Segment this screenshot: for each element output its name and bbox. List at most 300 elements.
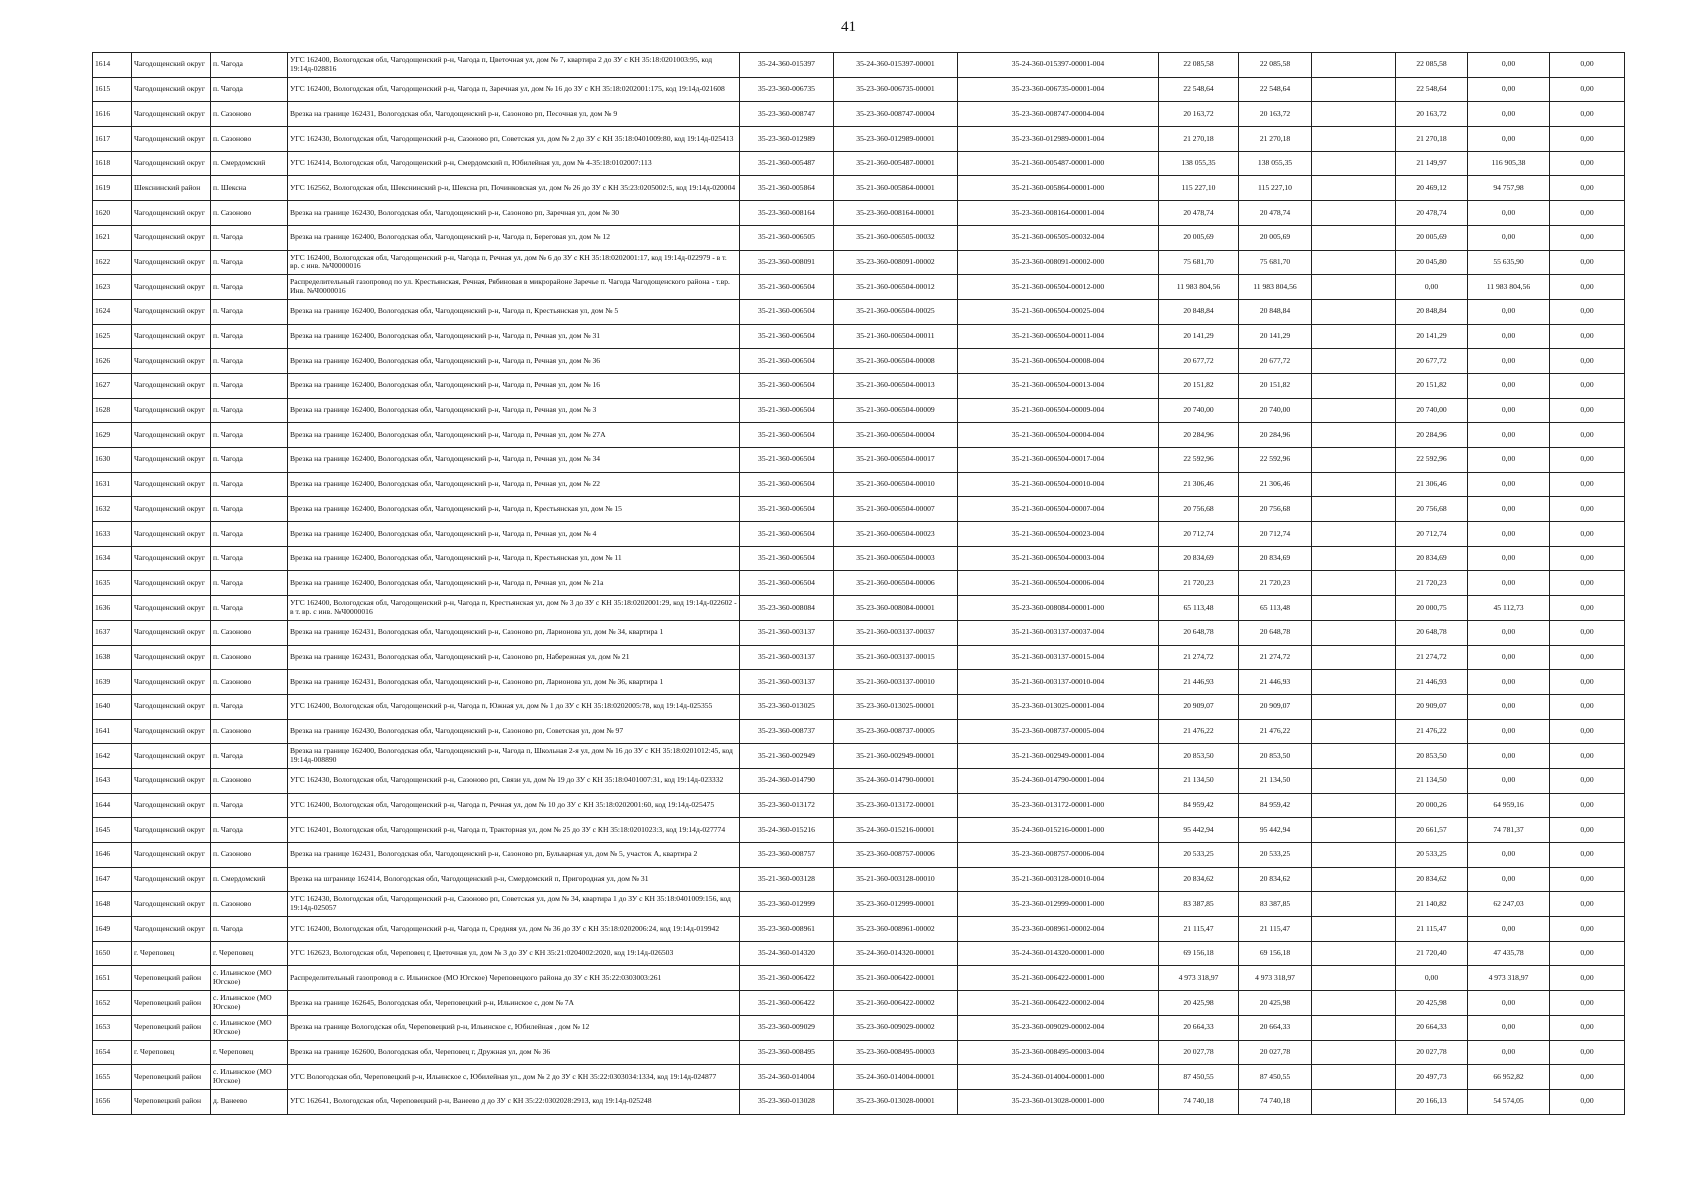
municipality-cell: Чагодощенский округ [132, 127, 211, 152]
full-code-cell: 35-21-360-003137-00010-004 [958, 670, 1159, 695]
table-row [93, 275, 1625, 300]
municipality-cell: Чагодощенский округ [132, 843, 211, 868]
inventory-code-cell: 35-21-360-006504 [740, 299, 834, 324]
initial-cost-cell: 4 973 318,97 [1159, 966, 1239, 991]
book-value-cell: 21 115,47 [1239, 917, 1312, 942]
object-description-cell: Врезка на границе 162400, Вологодская обл, Чагодощенский р-н, Чагода п, Речная ул, дом № 31 [288, 324, 740, 349]
initial-cost-cell: 21 720,23 [1159, 571, 1239, 596]
sub-code-cell: 35-23-360-008091-00002 [834, 250, 958, 275]
empty-col-cell [1312, 843, 1396, 868]
full-code-cell: 35-21-360-006504-00025-004 [958, 299, 1159, 324]
sub-code-cell: 35-23-360-012989-00001 [834, 127, 958, 152]
cost-part-1-cell: 22 085,58 [1396, 53, 1468, 78]
cost-part-2-cell: 66 952,82 [1468, 1065, 1550, 1090]
cost-part-2-cell: 94 757,98 [1468, 176, 1550, 201]
settlement-cell: п. Чагода [211, 250, 288, 275]
cost-part-2-cell: 62 247,03 [1468, 892, 1550, 917]
inventory-code-cell: 35-23-360-008091 [740, 250, 834, 275]
cost-part-2-cell: 55 635,90 [1468, 250, 1550, 275]
cost-part-3-cell: 0,00 [1550, 522, 1625, 547]
municipality-cell: Чагодощенский округ [132, 373, 211, 398]
book-value-cell: 20 533,25 [1239, 843, 1312, 868]
page-number: 41 [841, 19, 856, 35]
sub-code-cell: 35-23-360-013025-00001 [834, 694, 958, 719]
empty-col-cell [1312, 546, 1396, 571]
initial-cost-cell: 20 848,84 [1159, 299, 1239, 324]
municipality-cell: Чагодощенский округ [132, 53, 211, 78]
book-value-cell: 20 425,98 [1239, 991, 1312, 1016]
settlement-cell: п. Шексна [211, 176, 288, 201]
register-table [92, 52, 1625, 1115]
object-description-cell: Врезка на шгранице 162414, Вологодская обл, Чагодощенский р-н, Смердомский п, Пригородная ул, дом № 31 [288, 867, 740, 892]
row-number-cell: 1645 [93, 818, 132, 843]
full-code-cell: 35-21-360-006504-00003-004 [958, 546, 1159, 571]
sub-code-cell: 35-23-360-008495-00003 [834, 1040, 958, 1065]
full-code-cell: 35-21-360-002949-00001-004 [958, 744, 1159, 769]
cost-part-1-cell: 21 149,97 [1396, 151, 1468, 176]
object-description-cell: Врезка на границе 162400, Вологодская обл, Чагодощенский р-н, Чагода п, Речная ул, дом № 3 [288, 398, 740, 423]
row-number-cell: 1621 [93, 225, 132, 250]
municipality-cell: Череповецкий район [132, 1089, 211, 1114]
book-value-cell: 4 973 318,97 [1239, 966, 1312, 991]
initial-cost-cell: 84 959,42 [1159, 793, 1239, 818]
table-row [93, 892, 1625, 917]
settlement-cell: п. Чагода [211, 299, 288, 324]
table-row [93, 423, 1625, 448]
book-value-cell: 21 270,18 [1239, 127, 1312, 152]
cost-part-3-cell: 0,00 [1550, 497, 1625, 522]
table-row [93, 448, 1625, 473]
cost-part-3-cell: 0,00 [1550, 1065, 1625, 1090]
municipality-cell: Чагодощенский округ [132, 768, 211, 793]
cost-part-3-cell: 0,00 [1550, 768, 1625, 793]
initial-cost-cell: 20 141,29 [1159, 324, 1239, 349]
sub-code-cell: 35-23-360-008164-00001 [834, 201, 958, 226]
municipality-cell: Череповецкий район [132, 1065, 211, 1090]
object-description-cell: Врезка на границе 162400, Вологодская обл, Чагодощенский р-н, Чагода п, Крестьянская ул, дом № 5 [288, 299, 740, 324]
inventory-code-cell: 35-24-360-014004 [740, 1065, 834, 1090]
sub-code-cell: 35-24-360-014790-00001 [834, 768, 958, 793]
cost-part-1-cell: 21 446,93 [1396, 670, 1468, 695]
cost-part-1-cell: 20 834,69 [1396, 546, 1468, 571]
settlement-cell: п. Чагода [211, 546, 288, 571]
full-code-cell: 35-24-360-015216-00001-000 [958, 818, 1159, 843]
object-description-cell: Врезка на границе 162400, Вологодская обл, Чагодощенский р-н, Чагода п, Речная ул, дом № 22 [288, 472, 740, 497]
row-number-cell: 1626 [93, 349, 132, 374]
cost-part-2-cell: 0,00 [1468, 423, 1550, 448]
cost-part-3-cell: 0,00 [1550, 102, 1625, 127]
table-row [93, 571, 1625, 596]
empty-col-cell [1312, 127, 1396, 152]
book-value-cell: 83 387,85 [1239, 892, 1312, 917]
cost-part-3-cell: 0,00 [1550, 472, 1625, 497]
book-value-cell: 21 720,23 [1239, 571, 1312, 596]
object-description-cell: Врезка на границе 162431, Вологодская обл, Чагодощенский р-н, Сазоново рп, Набережная ул, дом № 21 [288, 645, 740, 670]
row-number-cell: 1634 [93, 546, 132, 571]
cost-part-3-cell: 0,00 [1550, 571, 1625, 596]
initial-cost-cell: 20 163,72 [1159, 102, 1239, 127]
empty-col-cell [1312, 299, 1396, 324]
object-description-cell: Врезка на границе 162430, Вологодская обл, Чагодощенский р-н, Сазоново рп, Советская ул, дом № 97 [288, 719, 740, 744]
row-number-cell: 1641 [93, 719, 132, 744]
full-code-cell: 35-23-360-013025-00001-004 [958, 694, 1159, 719]
table-row [93, 349, 1625, 374]
table-row [93, 818, 1625, 843]
empty-col-cell [1312, 522, 1396, 547]
municipality-cell: Череповецкий район [132, 966, 211, 991]
full-code-cell: 35-21-360-006504-00017-004 [958, 448, 1159, 473]
empty-col-cell [1312, 77, 1396, 102]
cost-part-2-cell: 0,00 [1468, 670, 1550, 695]
full-code-cell: 35-21-360-006504-00007-004 [958, 497, 1159, 522]
initial-cost-cell: 20 284,96 [1159, 423, 1239, 448]
initial-cost-cell: 21 446,93 [1159, 670, 1239, 695]
settlement-cell: с. Ильинское (МО Югское) [211, 1015, 288, 1040]
settlement-cell: п. Сазоново [211, 768, 288, 793]
initial-cost-cell: 11 983 804,56 [1159, 275, 1239, 300]
empty-col-cell [1312, 275, 1396, 300]
table-row [93, 53, 1625, 78]
sub-code-cell: 35-21-360-006504-00007 [834, 497, 958, 522]
full-code-cell: 35-23-360-013028-00001-000 [958, 1089, 1159, 1114]
cost-part-2-cell: 0,00 [1468, 448, 1550, 473]
initial-cost-cell: 21 134,50 [1159, 768, 1239, 793]
sub-code-cell: 35-21-360-003137-00015 [834, 645, 958, 670]
municipality-cell: Чагодощенский округ [132, 472, 211, 497]
cost-part-1-cell: 20 000,75 [1396, 596, 1468, 621]
cost-part-2-cell: 0,00 [1468, 225, 1550, 250]
cost-part-2-cell: 0,00 [1468, 620, 1550, 645]
cost-part-1-cell: 20 909,07 [1396, 694, 1468, 719]
object-description-cell: Врезка на границе 162400, Вологодская обл, Чагодощенский р-н, Чагода п, Речная ул, дом № 36 [288, 349, 740, 374]
municipality-cell: Чагодощенский округ [132, 793, 211, 818]
full-code-cell: 35-21-360-003137-00037-004 [958, 620, 1159, 645]
settlement-cell: п. Чагода [211, 349, 288, 374]
initial-cost-cell: 21 274,72 [1159, 645, 1239, 670]
table-row [93, 176, 1625, 201]
cost-part-2-cell: 0,00 [1468, 299, 1550, 324]
full-code-cell: 35-23-360-013172-00001-000 [958, 793, 1159, 818]
table-row [93, 843, 1625, 868]
empty-col-cell [1312, 1040, 1396, 1065]
row-number-cell: 1648 [93, 892, 132, 917]
sub-code-cell: 35-21-360-006422-00001 [834, 966, 958, 991]
initial-cost-cell: 22 592,96 [1159, 448, 1239, 473]
settlement-cell: п. Чагода [211, 423, 288, 448]
cost-part-3-cell: 0,00 [1550, 1089, 1625, 1114]
cost-part-2-cell: 0,00 [1468, 127, 1550, 152]
cost-part-2-cell: 0,00 [1468, 768, 1550, 793]
cost-part-2-cell: 0,00 [1468, 522, 1550, 547]
book-value-cell: 115 227,10 [1239, 176, 1312, 201]
table-row [93, 225, 1625, 250]
row-number-cell: 1630 [93, 448, 132, 473]
cost-part-2-cell: 45 112,73 [1468, 596, 1550, 621]
row-number-cell: 1617 [93, 127, 132, 152]
inventory-code-cell: 35-23-360-013172 [740, 793, 834, 818]
cost-part-3-cell: 0,00 [1550, 423, 1625, 448]
empty-col-cell [1312, 250, 1396, 275]
municipality-cell: Чагодощенский округ [132, 892, 211, 917]
empty-col-cell [1312, 472, 1396, 497]
sub-code-cell: 35-21-360-005864-00001 [834, 176, 958, 201]
row-number-cell: 1637 [93, 620, 132, 645]
cost-part-2-cell: 0,00 [1468, 373, 1550, 398]
cost-part-1-cell: 21 115,47 [1396, 917, 1468, 942]
table-row [93, 373, 1625, 398]
cost-part-1-cell: 20 478,74 [1396, 201, 1468, 226]
cost-part-2-cell: 0,00 [1468, 77, 1550, 102]
book-value-cell: 20 151,82 [1239, 373, 1312, 398]
cost-part-3-cell: 0,00 [1550, 349, 1625, 374]
inventory-code-cell: 35-23-360-013025 [740, 694, 834, 719]
inventory-code-cell: 35-23-360-008961 [740, 917, 834, 942]
sub-code-cell: 35-23-360-008084-00001 [834, 596, 958, 621]
initial-cost-cell: 69 156,18 [1159, 941, 1239, 966]
settlement-cell: п. Чагода [211, 744, 288, 769]
row-number-cell: 1620 [93, 201, 132, 226]
book-value-cell: 20 712,74 [1239, 522, 1312, 547]
cost-part-2-cell: 0,00 [1468, 398, 1550, 423]
sub-code-cell: 35-23-360-009029-00002 [834, 1015, 958, 1040]
cost-part-3-cell: 0,00 [1550, 793, 1625, 818]
settlement-cell: п. Чагода [211, 77, 288, 102]
object-description-cell: Врезка на границе 162400, Вологодская обл, Чагодощенский р-н, Чагода п, Речная ул, дом № 21а [288, 571, 740, 596]
row-number-cell: 1651 [93, 966, 132, 991]
cost-part-2-cell: 0,00 [1468, 917, 1550, 942]
empty-col-cell [1312, 991, 1396, 1016]
initial-cost-cell: 20 712,74 [1159, 522, 1239, 547]
municipality-cell: Чагодощенский округ [132, 102, 211, 127]
municipality-cell: г. Череповец [132, 941, 211, 966]
settlement-cell: п. Чагода [211, 818, 288, 843]
settlement-cell: п. Чагода [211, 793, 288, 818]
cost-part-3-cell: 0,00 [1550, 620, 1625, 645]
cost-part-1-cell: 20 027,78 [1396, 1040, 1468, 1065]
cost-part-2-cell: 74 781,37 [1468, 818, 1550, 843]
empty-col-cell [1312, 1065, 1396, 1090]
empty-col-cell [1312, 373, 1396, 398]
row-number-cell: 1627 [93, 373, 132, 398]
cost-part-3-cell: 0,00 [1550, 250, 1625, 275]
book-value-cell: 84 959,42 [1239, 793, 1312, 818]
object-description-cell: УГС 162430, Вологодская обл, Чагодощенский р-н, Сазоново рп, Советская ул, дом № 2 до ЗУ с КН 35:18:0401009:80, код 19:14д-025413 [288, 127, 740, 152]
cost-part-2-cell: 0,00 [1468, 1040, 1550, 1065]
cost-part-2-cell: 0,00 [1468, 645, 1550, 670]
table-row [93, 719, 1625, 744]
inventory-code-cell: 35-24-360-015216 [740, 818, 834, 843]
settlement-cell: п. Чагода [211, 225, 288, 250]
municipality-cell: г. Череповец [132, 1040, 211, 1065]
book-value-cell: 20 740,00 [1239, 398, 1312, 423]
cost-part-3-cell: 0,00 [1550, 818, 1625, 843]
sub-code-cell: 35-21-360-006504-00011 [834, 324, 958, 349]
sub-code-cell: 35-23-360-012999-00001 [834, 892, 958, 917]
municipality-cell: Чагодощенский округ [132, 645, 211, 670]
inventory-code-cell: 35-21-360-006504 [740, 522, 834, 547]
settlement-cell: п. Сазоново [211, 201, 288, 226]
inventory-code-cell: 35-21-360-006504 [740, 324, 834, 349]
table-row [93, 1015, 1625, 1040]
cost-part-1-cell: 20 648,78 [1396, 620, 1468, 645]
settlement-cell: п. Сазоново [211, 620, 288, 645]
cost-part-1-cell: 20 469,12 [1396, 176, 1468, 201]
sub-code-cell: 35-21-360-006504-00009 [834, 398, 958, 423]
cost-part-3-cell: 0,00 [1550, 867, 1625, 892]
book-value-cell: 21 476,22 [1239, 719, 1312, 744]
inventory-code-cell: 35-21-360-005487 [740, 151, 834, 176]
book-value-cell: 20 853,50 [1239, 744, 1312, 769]
row-number-cell: 1654 [93, 1040, 132, 1065]
book-value-cell: 20 005,69 [1239, 225, 1312, 250]
cost-part-3-cell: 0,00 [1550, 719, 1625, 744]
table-row [93, 201, 1625, 226]
settlement-cell: п. Чагода [211, 398, 288, 423]
sub-code-cell: 35-21-360-006504-00004 [834, 423, 958, 448]
table-row [93, 398, 1625, 423]
settlement-cell: п. Сазоново [211, 670, 288, 695]
sub-code-cell: 35-21-360-006504-00013 [834, 373, 958, 398]
empty-col-cell [1312, 349, 1396, 374]
row-number-cell: 1636 [93, 596, 132, 621]
full-code-cell: 35-24-360-014320-00001-000 [958, 941, 1159, 966]
book-value-cell: 87 450,55 [1239, 1065, 1312, 1090]
municipality-cell: Чагодощенский округ [132, 670, 211, 695]
table-row [93, 966, 1625, 991]
empty-col-cell [1312, 744, 1396, 769]
municipality-cell: Чагодощенский округ [132, 225, 211, 250]
initial-cost-cell: 20 834,62 [1159, 867, 1239, 892]
table-row [93, 620, 1625, 645]
cost-part-2-cell: 0,00 [1468, 497, 1550, 522]
row-number-cell: 1652 [93, 991, 132, 1016]
empty-col-cell [1312, 867, 1396, 892]
cost-part-1-cell: 20 425,98 [1396, 991, 1468, 1016]
settlement-cell: п. Сазоново [211, 645, 288, 670]
table-row [93, 250, 1625, 275]
book-value-cell: 20 648,78 [1239, 620, 1312, 645]
full-code-cell: 35-23-360-012989-00001-004 [958, 127, 1159, 152]
cost-part-3-cell: 0,00 [1550, 225, 1625, 250]
inventory-code-cell: 35-21-360-006504 [740, 497, 834, 522]
cost-part-2-cell: 0,00 [1468, 694, 1550, 719]
empty-col-cell [1312, 892, 1396, 917]
object-description-cell: УГС 162401, Вологодская обл, Чагодощенский р-н, Чагода п, Тракторная ул, дом № 25 до ЗУ с КН 35:18:0201023:3, код 19:14д-027774 [288, 818, 740, 843]
sub-code-cell: 35-24-360-014004-00001 [834, 1065, 958, 1090]
object-description-cell: УГС 162414, Вологодская обл, Чагодощенский р-н, Смердомский п, Юбилейная ул, дом № 4-35:18:0102007:113 [288, 151, 740, 176]
full-code-cell: 35-23-360-008747-00004-004 [958, 102, 1159, 127]
settlement-cell: п. Чагода [211, 275, 288, 300]
cost-part-2-cell: 0,00 [1468, 472, 1550, 497]
table-row [93, 645, 1625, 670]
inventory-code-cell: 35-24-360-014320 [740, 941, 834, 966]
full-code-cell: 35-23-360-012999-00001-000 [958, 892, 1159, 917]
row-number-cell: 1635 [93, 571, 132, 596]
sub-code-cell: 35-21-360-006504-00025 [834, 299, 958, 324]
cost-part-2-cell: 0,00 [1468, 571, 1550, 596]
empty-col-cell [1312, 102, 1396, 127]
municipality-cell: Чагодощенский округ [132, 596, 211, 621]
book-value-cell: 21 446,93 [1239, 670, 1312, 695]
full-code-cell: 35-23-360-008084-00001-000 [958, 596, 1159, 621]
empty-col-cell [1312, 620, 1396, 645]
book-value-cell: 20 677,72 [1239, 349, 1312, 374]
full-code-cell: 35-23-360-008757-00006-004 [958, 843, 1159, 868]
full-code-cell: 35-24-360-014004-00001-000 [958, 1065, 1159, 1090]
row-number-cell: 1625 [93, 324, 132, 349]
empty-col-cell [1312, 225, 1396, 250]
book-value-cell: 65 113,48 [1239, 596, 1312, 621]
object-description-cell: Врезка на границе 162400, Вологодская обл, Чагодощенский р-н, Чагода п, Речная ул, дом № 34 [288, 448, 740, 473]
cost-part-3-cell: 0,00 [1550, 127, 1625, 152]
empty-col-cell [1312, 596, 1396, 621]
cost-part-1-cell: 20 848,84 [1396, 299, 1468, 324]
settlement-cell: п. Сазоново [211, 719, 288, 744]
cost-part-3-cell: 0,00 [1550, 176, 1625, 201]
inventory-code-cell: 35-21-360-006504 [740, 546, 834, 571]
full-code-cell: 35-24-360-014790-00001-004 [958, 768, 1159, 793]
cost-part-3-cell: 0,00 [1550, 596, 1625, 621]
object-description-cell: Распределительный газопровод по ул. Крестьянская, Речная, Рябиновая в микрорайоне Заречье п. Чагода Чагодощенского района - т.вр. Инв. №Ч0000016 [288, 275, 740, 300]
object-description-cell: УГС 162400, Вологодская обл, Чагодощенский р-н, Чагода п, Средняя ул, дом № 36 до ЗУ с КН 35:18:0202006:24, код 19:14д-019942 [288, 917, 740, 942]
row-number-cell: 1643 [93, 768, 132, 793]
inventory-code-cell: 35-23-360-012999 [740, 892, 834, 917]
cost-part-3-cell: 0,00 [1550, 53, 1625, 78]
initial-cost-cell: 20 027,78 [1159, 1040, 1239, 1065]
row-number-cell: 1619 [93, 176, 132, 201]
cost-part-2-cell: 0,00 [1468, 1015, 1550, 1040]
initial-cost-cell: 20 834,69 [1159, 546, 1239, 571]
table-row [93, 546, 1625, 571]
sub-code-cell: 35-23-360-013028-00001 [834, 1089, 958, 1114]
table-row [93, 596, 1625, 621]
empty-col-cell [1312, 1015, 1396, 1040]
cost-part-1-cell: 0,00 [1396, 966, 1468, 991]
row-number-cell: 1655 [93, 1065, 132, 1090]
sub-code-cell: 35-21-360-003137-00037 [834, 620, 958, 645]
empty-col-cell [1312, 818, 1396, 843]
inventory-code-cell: 35-21-360-006504 [740, 373, 834, 398]
object-description-cell: Врезка на границе 162431, Вологодская обл, Чагодощенский р-н, Сазоново рп, Ларионова ул, дом № 34, квартира 1 [288, 620, 740, 645]
full-code-cell: 35-23-360-008495-00003-004 [958, 1040, 1159, 1065]
sub-code-cell: 35-24-360-015397-00001 [834, 53, 958, 78]
table-row [93, 151, 1625, 176]
row-number-cell: 1618 [93, 151, 132, 176]
sub-code-cell: 35-21-360-006505-00032 [834, 225, 958, 250]
cost-part-2-cell: 0,00 [1468, 324, 1550, 349]
cost-part-2-cell: 54 574,05 [1468, 1089, 1550, 1114]
full-code-cell: 35-21-360-003128-00010-004 [958, 867, 1159, 892]
object-description-cell: Врезка на границе Вологодская обл, Череповецкий р-н, Ильинское с, Юбилейная , дом № 12 [288, 1015, 740, 1040]
empty-col-cell [1312, 694, 1396, 719]
cost-part-1-cell: 20 151,82 [1396, 373, 1468, 398]
book-value-cell: 20 163,72 [1239, 102, 1312, 127]
inventory-code-cell: 35-23-360-008737 [740, 719, 834, 744]
row-number-cell: 1616 [93, 102, 132, 127]
full-code-cell: 35-23-360-008091-00002-000 [958, 250, 1159, 275]
initial-cost-cell: 21 476,22 [1159, 719, 1239, 744]
full-code-cell: 35-21-360-003137-00015-004 [958, 645, 1159, 670]
cost-part-3-cell: 0,00 [1550, 843, 1625, 868]
cost-part-2-cell: 64 959,16 [1468, 793, 1550, 818]
settlement-cell: п. Чагода [211, 472, 288, 497]
empty-col-cell [1312, 201, 1396, 226]
table-row [93, 102, 1625, 127]
cost-part-1-cell: 20 166,13 [1396, 1089, 1468, 1114]
cost-part-1-cell: 20 284,96 [1396, 423, 1468, 448]
inventory-code-cell: 35-23-360-006735 [740, 77, 834, 102]
cost-part-3-cell: 0,00 [1550, 275, 1625, 300]
